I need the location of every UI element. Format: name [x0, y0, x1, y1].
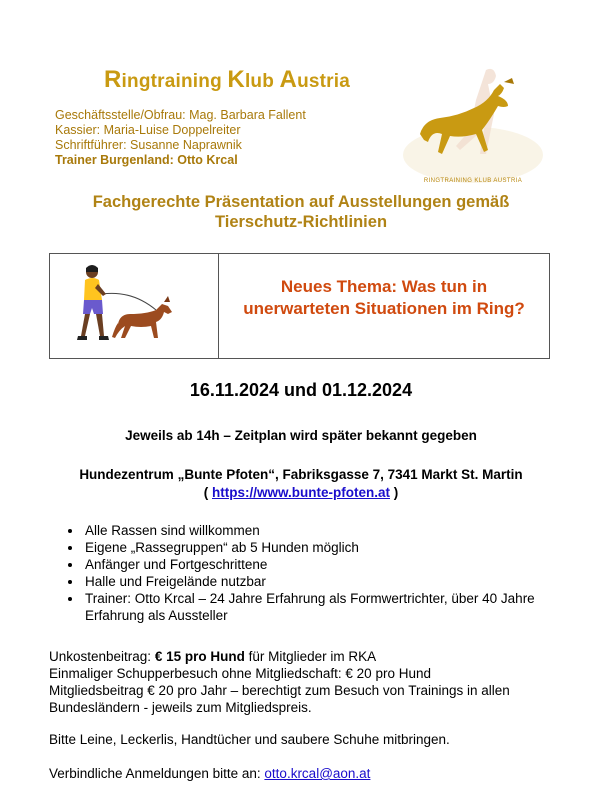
club-title-initial: K	[227, 66, 245, 93]
handler-with-dog-icon	[72, 260, 192, 352]
trial-line: Einmaliger Schupperbesuch ohne Mitgliedschaft: € 20 pro Hund	[49, 666, 431, 681]
list-item: • Eigene „Rassegruppen“ ab 5 Hunden möglich	[83, 539, 563, 556]
link-open-paren: (	[203, 485, 212, 500]
bring-note: Bitte Leine, Leckerlis, Handtücher und saubere Schuhe mitbringen.	[49, 732, 450, 747]
event-dates: 16.11.2024 und 01.12.2024	[189, 380, 413, 400]
svg-text:RINGTRAINING KLUB AUSTRIA: RINGTRAINING KLUB AUSTRIA	[423, 178, 523, 184]
list-item: • Trainer: Otto Krcal – 24 Jahre Erfahrung als Formwertrichter, über 40 Jahre Erfahrung als Aussteller	[83, 590, 563, 624]
topic-line-1: Neues Thema: Was tun in	[280, 277, 488, 296]
venue-website-link[interactable]: https://www.bunte-pfoten.at	[212, 485, 390, 500]
staff-line-office: Geschäftsstelle/Obfrau: Mag. Barbara Fallent	[55, 108, 306, 122]
link-close-paren: )	[389, 485, 399, 500]
club-title	[104, 66, 350, 94]
costs-section	[49, 648, 569, 716]
fee-line	[49, 648, 569, 665]
fee-amount: € 15 pro Hund	[154, 649, 245, 664]
list-item: • Halle und Freigelände nutzbar	[83, 573, 563, 590]
staff-line-secretary: Schriftführer: Susanne Naprawnik	[55, 138, 242, 152]
club-title-part: ingtraining	[121, 71, 228, 92]
topic-text	[219, 276, 549, 320]
club-title-initial: A	[279, 66, 298, 93]
club-logo-icon	[398, 60, 548, 190]
registration-line	[49, 766, 370, 781]
headline-line-1: Fachgerechte Präsentation auf Ausstellungen gemäß	[92, 193, 510, 211]
club-title-part: ustria	[297, 71, 351, 92]
venue-link-line	[0, 484, 602, 502]
registration-label: Verbindliche Anmeldungen bitte an:	[49, 766, 265, 781]
venue-info	[0, 466, 602, 502]
club-title-part: lub	[244, 71, 280, 92]
list-item: • Alle Rassen sind willkommen	[83, 522, 563, 539]
topic-box	[49, 253, 550, 359]
fee-suffix: für Mitglieder im RKA	[244, 649, 377, 664]
list-item: • Anfänger und Fortgeschrittene	[83, 556, 563, 573]
venue-address: Hundezentrum „Bunte Pfoten“, Fabriksgasse 7, 7341 Markt St. Martin	[79, 467, 523, 482]
headline-line-2: Tierschutz-Richtlinien	[214, 213, 388, 231]
time-note: Jeweils ab 14h – Zeitplan wird später bekannt gegeben	[125, 428, 477, 443]
registration-email-link[interactable]: otto.krcal@aon.at	[264, 766, 371, 781]
membership-line: Mitgliedsbeitrag € 20 pro Jahr – berechtigt zum Besuch von Trainings in allen Bundesländern - jeweils zum Mitgliedspreis.	[49, 683, 510, 715]
staff-line-treasurer: Kassier: Maria-Luise Doppelreiter	[55, 123, 241, 137]
staff-line-trainer: Trainer Burgenland: Otto Krcal	[55, 153, 238, 167]
fee-prefix: Unkostenbeitrag:	[49, 649, 155, 664]
staff-list	[55, 108, 306, 168]
topic-line-2: unerwarteten Situationen im Ring?	[243, 299, 525, 318]
event-headline	[0, 192, 602, 232]
club-title-initial: R	[104, 66, 122, 93]
features-list	[48, 522, 563, 624]
